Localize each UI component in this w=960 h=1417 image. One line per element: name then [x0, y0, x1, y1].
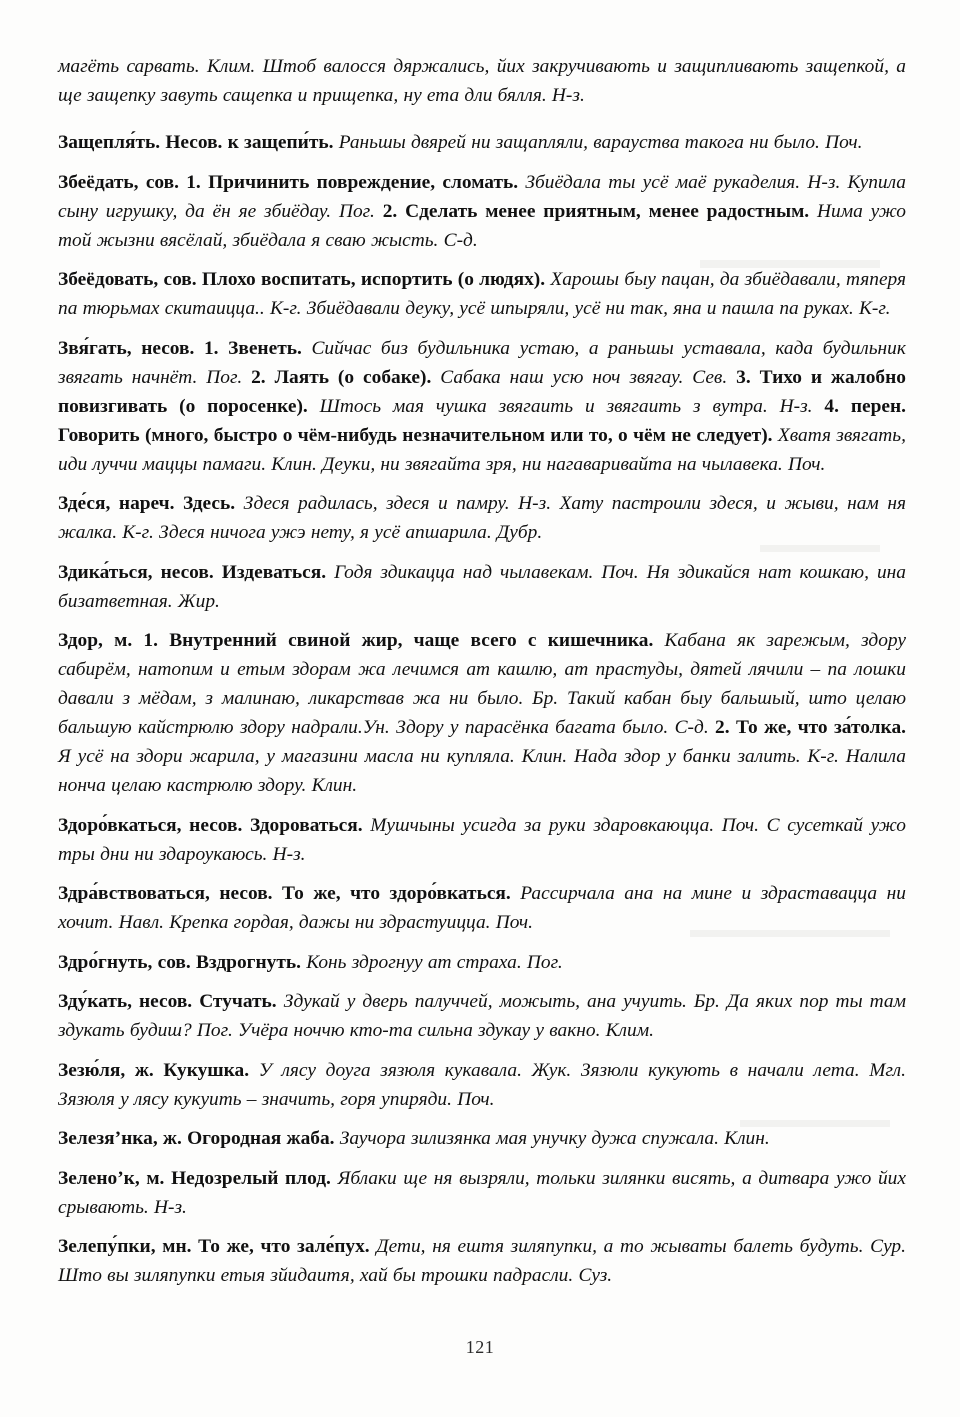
sense-number: 2. — [251, 366, 266, 388]
example-usage: Заучора зилизянка мая унучку дужа спужала. Клин. — [339, 1128, 770, 1149]
entry-zvyagat — [58, 334, 906, 479]
definition: Вздрогнуть. — [195, 951, 301, 973]
entry-zdukat — [58, 987, 906, 1045]
headword: Здро́гнуть, — [58, 951, 153, 973]
sense-number: 1. — [203, 337, 219, 359]
part-of-speech: м. — [146, 1167, 165, 1189]
example-usage: Годя здикацца над чылавекам. Поч. Ня здикайся нат кошкаю, ина бизатветная. Жир. — [58, 561, 906, 612]
entry-zbeedovat — [58, 265, 906, 323]
definition: Стучать. — [199, 991, 277, 1012]
entry-continuation-zashchepka — [58, 52, 906, 110]
entry-zelepupki — [58, 1232, 906, 1290]
headword: Здра́вствоваться, — [58, 883, 210, 904]
definition: Издеваться. — [221, 561, 327, 583]
sense-number: 1. — [143, 630, 158, 651]
definition: Звенеть. — [228, 337, 302, 359]
example-usage: Збиёдала ты усё маё рукаделия. Н-з. Купила сыну игрушку, да ён яе збиёдау. Пог. — [58, 171, 906, 222]
part-of-speech: м. — [114, 630, 133, 651]
entry-zdorovkatsya — [58, 811, 906, 869]
example-usage: Здеся радилась, здеся и памру. Н-з. Хату пастроили здеся, и жыви, нам ня жалка. К-г. Здеся ничога ужэ нету, я усё апшарила. Дубр. — [58, 493, 906, 543]
definition: Сделать менее приятным, менее радостным. — [405, 200, 810, 222]
part-of-speech: мн. — [162, 1236, 192, 1257]
dictionary-entries-column — [58, 52, 906, 1301]
part-of-speech: несов. — [189, 814, 243, 836]
example-usage: Нима ужо той жызни вясёлай, збиёдала я сваю жысть. С-д. — [58, 200, 907, 251]
entry-zelenok — [58, 1164, 906, 1222]
definition: Тихо и жалобно повизгивать (о поросенке). — [58, 366, 906, 417]
example-usage: Дети, ня ештя зиляпупки, а то жываты балеть будуть. Сур. Што вы зиляпупки етыя зйидаитя, хай бы трошки падрасли. Суз. — [58, 1236, 906, 1286]
example-usage: Рассирчала ана на мине и здраставацца ни хочит. Навл. Крепка гордая, дажы ни здрастуицца. Поч. — [58, 883, 906, 933]
definition: То же, что за́толка. — [735, 717, 906, 738]
example-usage: Конь здрогнуу ат страха. Пог. — [306, 951, 563, 973]
definition: Лаять (о собаке). — [274, 366, 432, 388]
definition: Плохо воспитать, испортить (о людях). — [201, 269, 546, 290]
entry-zashcheplyat — [58, 128, 906, 157]
example-usage: Раньшы двярей ни защапляли, варауства такога ни было. Поч. — [338, 132, 863, 153]
entry-zdikatsya — [58, 558, 906, 616]
part-of-speech: несов. — [141, 337, 195, 359]
example-usage: Мушчыны усигда за руки здаровкаюцца. Поч. С сусеткай ужо тры дни ни здароукаюсь. Н-з. — [58, 814, 906, 865]
part-of-speech: нареч. — [118, 493, 175, 514]
sense-number: 1. — [186, 171, 201, 193]
entry-zbeedat — [58, 168, 906, 255]
definition: Причинить повреждение, сломать. — [208, 171, 519, 193]
part-of-speech: несов. — [160, 561, 214, 583]
definition: То же, что здоро́вкаться. — [282, 883, 511, 904]
definition: То же, что зале́пух. — [198, 1236, 370, 1257]
example-usage: У лясу доуга зязюля кукавала. Жук. Зязюли кукують в начали лета. Мгл. Зязюля у лясу кукуить – значить, горя упиряди. Поч. — [58, 1059, 906, 1110]
part-of-speech: ж. — [134, 1059, 154, 1081]
example-usage: Харошы быу пацан, да збиёдавали, тяперя па тюрьмах скитаицца.. К-г. Збиёдавали деуку, усё шпыряли, усё ни так, яна и пашла па руках. К-г. — [58, 269, 906, 319]
example-usage: Хватя звягать, иди луччи маццы памаги. Клин. Деуки, ни звягайта зря, ни нагаваривайта на чылавека. Поч. — [58, 424, 906, 475]
headword: Звя́гать, — [58, 337, 132, 359]
example-usage: Кабана як зарежым, здору сабирём, натопим и етым здорам жа лечимся ат кашлю, ат прастуды, дятей лячили – па лошки давали з мёдам, з малинаю, ликарствав жа ни было. Бр. Такий кабан быу бальшый, што целаю бальшую кайстрюлю здору надрали.Ун. Здору у парасёнка багата было. С-д. — [58, 630, 906, 738]
headword: Зелено’к, — [58, 1167, 140, 1189]
headword: Зелепу́пки, — [58, 1236, 156, 1257]
headword: Зелезя’нка, — [58, 1128, 158, 1149]
grammar-and-definition: Несов. к защепи́ть. — [165, 132, 334, 153]
sense-number: 2. — [715, 717, 730, 738]
definition: Здороваться. — [249, 814, 363, 836]
headword: Здоро́вкаться, — [58, 814, 182, 836]
headword: Здор, — [58, 630, 103, 651]
entry-text: магёть сарвать. Клим. Штоб валосся дяржались, йих закручивають и защипливають защепкой, а ще защепку завуть сащепка и прищепка, ну ета дли бялля. Н-з. — [58, 56, 906, 106]
definition: Недозрелый плод. — [171, 1167, 331, 1189]
headword: Зду́кать, — [58, 991, 132, 1012]
part-of-speech: несов. — [219, 883, 273, 904]
example-usage: Здукай у дверь палуччей, можыть, ана учуить. Бр. Да яких пор ты там здукать будиш? Пог. Учёра ноччю кто-та сильна здукау у вакно. Клим. — [58, 991, 906, 1041]
headword: Здика́ться, — [58, 561, 153, 583]
part-of-speech: сов. — [145, 171, 179, 193]
example-usage: Сабака наш усю ноч звягау. Сев. — [440, 366, 728, 388]
part-of-speech: сов. — [163, 269, 197, 290]
headword: Защепля́ть. — [58, 132, 161, 153]
headword: Збеёдать, — [58, 171, 139, 193]
definition: Кукушка. — [163, 1059, 250, 1081]
example-usage: Штось мая чушка звягаить и звягаить з вутра. Н-з. — [319, 395, 813, 417]
definition: Здесь. — [182, 493, 236, 514]
headword: Зде́ся, — [58, 493, 111, 514]
example-usage: Яблаки ще ня вызряли, тольки зилянки висять, а дитвара ужо йих срывають. Н-з. — [58, 1167, 906, 1218]
entry-zdravstvovatsya — [58, 879, 906, 937]
definition: Огородная жаба. — [187, 1128, 335, 1149]
page-number: 121 — [465, 1337, 495, 1357]
part-of-speech: несов. — [139, 991, 193, 1012]
entry-zdrognut — [58, 948, 906, 977]
definition: Говорить (много, быстро о чём-нибудь незначительном или то, о чём не следует). — [58, 424, 773, 446]
headword: Збеёдовать, — [58, 269, 159, 290]
example-usage: Сийчас биз будильника устаю, а раньшы уставала, када будильник звягать начнёт. Пог. — [58, 337, 906, 388]
entry-zdor — [58, 626, 906, 800]
part-of-speech: сов. — [157, 951, 191, 973]
headword: Зезю́ля, — [58, 1059, 126, 1081]
sense-number: 4. перен. — [824, 395, 907, 417]
sense-number: 2. — [382, 200, 398, 222]
sense-number: 3. — [736, 366, 751, 388]
entry-zdesya — [58, 489, 906, 547]
example-usage: Я усё на здори жарила, у магазини масла ни купляла. Клин. Нада здор у банки залить. К-г. Налила нонча целаю кастрюлю здору. Клин. — [58, 746, 906, 796]
definition: Внутренний свиной жир, чаще всего с кишечника. — [169, 630, 654, 651]
part-of-speech: ж. — [162, 1128, 182, 1149]
entry-zezyulya — [58, 1056, 906, 1114]
entry-zelezyanka — [58, 1124, 906, 1153]
